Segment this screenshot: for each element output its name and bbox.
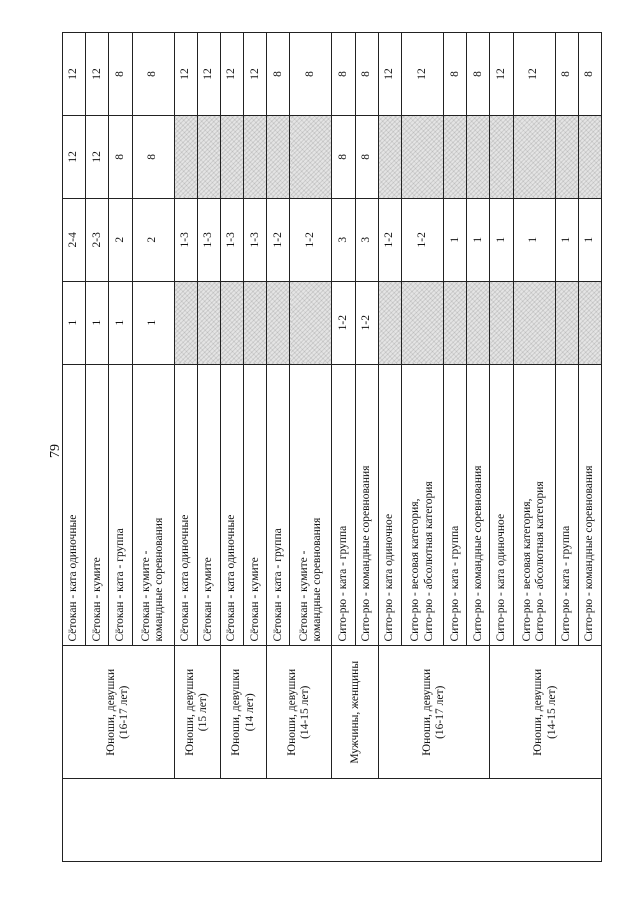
value-cell-a — [174, 281, 197, 364]
value-cell-a — [244, 281, 267, 364]
value-cell-d: 8 — [555, 33, 578, 116]
event-cell: Сётокан - ката одиночные — [63, 364, 86, 646]
table-row — [63, 33, 86, 862]
value-cell-d: 12 — [63, 33, 86, 116]
table-row — [220, 33, 243, 862]
value-cell-b: 1 — [467, 198, 490, 281]
value-cell-d: 8 — [467, 33, 490, 116]
value-cell-a — [401, 281, 443, 364]
value-cell-c — [290, 115, 332, 198]
value-cell-d: 8 — [109, 33, 132, 116]
value-cell-a — [513, 281, 555, 364]
value-cell-d: 8 — [355, 33, 378, 116]
value-cell-c — [197, 115, 220, 198]
value-cell-a — [220, 281, 243, 364]
value-cell-b: 1 — [513, 198, 555, 281]
table-row — [378, 33, 401, 862]
value-cell-a — [290, 281, 332, 364]
table-row — [267, 33, 290, 862]
value-cell-d: 12 — [513, 33, 555, 116]
value-cell-d: 12 — [244, 33, 267, 116]
event-cell: Сито-рю - командные соревнования — [467, 364, 490, 646]
value-cell-d: 12 — [197, 33, 220, 116]
value-cell-b: 3 — [332, 198, 355, 281]
value-cell-a — [444, 281, 467, 364]
page-number: 79 — [48, 444, 63, 458]
value-cell-a: 1 — [63, 281, 86, 364]
value-cell-d: 12 — [220, 33, 243, 116]
value-cell-d: 8 — [578, 33, 601, 116]
value-cell-b: 1-3 — [197, 198, 220, 281]
value-cell-a — [578, 281, 601, 364]
value-cell-a — [378, 281, 401, 364]
value-cell-d: 8 — [444, 33, 467, 116]
event-cell: Сито-рю - ката одиночное — [490, 364, 513, 646]
value-cell-d: 8 — [132, 33, 174, 116]
value-cell-d: 8 — [290, 33, 332, 116]
value-cell-c — [401, 115, 443, 198]
value-cell-c — [513, 115, 555, 198]
value-cell-b: 1 — [578, 198, 601, 281]
table-row — [490, 33, 513, 862]
event-cell: Сито-рю - ката - группа — [444, 364, 467, 646]
rotated-page — [62, 32, 602, 862]
value-cell-c — [490, 115, 513, 198]
value-cell-c — [444, 115, 467, 198]
group-cell: Юноши, девушки (14 лет) — [220, 646, 266, 779]
event-cell: Сито-рю - весовая категория, Сито-рю - абсолютная категория — [513, 364, 555, 646]
value-cell-a — [267, 281, 290, 364]
value-cell-b: 2 — [109, 198, 132, 281]
event-cell: Сито-рю - ката одиночное — [378, 364, 401, 646]
event-cell: Сито-рю - командные соревнования — [578, 364, 601, 646]
value-cell-d: 12 — [490, 33, 513, 116]
value-cell-c — [244, 115, 267, 198]
value-cell-b: 2 — [132, 198, 174, 281]
event-cell: Сётокан - ката - группа — [267, 364, 290, 646]
value-cell-b: 1-2 — [401, 198, 443, 281]
value-cell-d: 12 — [174, 33, 197, 116]
value-cell-a — [197, 281, 220, 364]
event-cell: Сито-рю - ката - группа — [555, 364, 578, 646]
value-cell-d: 12 — [401, 33, 443, 116]
event-cell: Сётокан - кумите - командные соревнования — [132, 364, 174, 646]
value-cell-b: 2-3 — [86, 198, 109, 281]
value-cell-b: 1-2 — [290, 198, 332, 281]
value-cell-b: 2-4 — [63, 198, 86, 281]
event-cell: Сётокан - кумите — [197, 364, 220, 646]
value-cell-b: 3 — [355, 198, 378, 281]
value-cell-c — [267, 115, 290, 198]
value-cell-b: 1-3 — [174, 198, 197, 281]
empty-column-cell — [63, 779, 602, 862]
value-cell-c: 8 — [132, 115, 174, 198]
event-cell: Сётокан - ката одиночные — [174, 364, 197, 646]
value-cell-c — [578, 115, 601, 198]
value-cell-c — [174, 115, 197, 198]
event-cell: Сётокан - ката одиночные — [220, 364, 243, 646]
value-cell-a: 1-2 — [332, 281, 355, 364]
group-cell: Юноши, девушки (14-15 лет) — [490, 646, 602, 779]
value-cell-c: 8 — [355, 115, 378, 198]
value-cell-c — [467, 115, 490, 198]
event-cell: Сётокан - кумите — [244, 364, 267, 646]
value-cell-d: 8 — [332, 33, 355, 116]
value-cell-c: 12 — [86, 115, 109, 198]
value-cell-c: 8 — [332, 115, 355, 198]
table-row — [174, 33, 197, 862]
value-cell-a — [490, 281, 513, 364]
value-cell-c — [555, 115, 578, 198]
value-cell-c: 12 — [63, 115, 86, 198]
group-cell: Юноши, девушки (16-17 лет) — [63, 646, 175, 779]
value-cell-a: 1 — [109, 281, 132, 364]
value-cell-d: 8 — [267, 33, 290, 116]
value-cell-a: 1 — [132, 281, 174, 364]
event-cell: Сётокан - ката - группа — [109, 364, 132, 646]
value-cell-c — [220, 115, 243, 198]
event-cell: Сётокан - кумите — [86, 364, 109, 646]
group-cell: Юноши, девушки (14-15 лет) — [267, 646, 332, 779]
value-cell-b: 1 — [444, 198, 467, 281]
value-cell-c — [378, 115, 401, 198]
value-cell-b: 1-2 — [378, 198, 401, 281]
value-cell-d: 12 — [86, 33, 109, 116]
table-wrapper — [62, 32, 602, 862]
value-cell-a — [555, 281, 578, 364]
value-cell-b: 1-3 — [220, 198, 243, 281]
value-cell-b: 1 — [490, 198, 513, 281]
group-cell: Юноши, девушки (16-17 лет) — [378, 646, 490, 779]
value-cell-b: 1-3 — [244, 198, 267, 281]
value-cell-c: 8 — [109, 115, 132, 198]
value-cell-a: 1-2 — [355, 281, 378, 364]
value-cell-a: 1 — [86, 281, 109, 364]
value-cell-d: 12 — [378, 33, 401, 116]
event-cell: Сито-рю - командные соревнования — [355, 364, 378, 646]
event-cell: Сито-рю - ката - группа — [332, 364, 355, 646]
group-cell: Юноши, девушки (15 лет) — [174, 646, 220, 779]
schedule-table — [62, 32, 602, 862]
value-cell-a — [467, 281, 490, 364]
event-cell: Сито-рю - весовая категория, Сито-рю - абсолютная категория — [401, 364, 443, 646]
table-row — [332, 33, 355, 862]
value-cell-b: 1-2 — [267, 198, 290, 281]
value-cell-b: 1 — [555, 198, 578, 281]
event-cell: Сётокан - кумите - командные соревнования — [290, 364, 332, 646]
group-cell: Мужчины, женщины — [332, 646, 378, 779]
